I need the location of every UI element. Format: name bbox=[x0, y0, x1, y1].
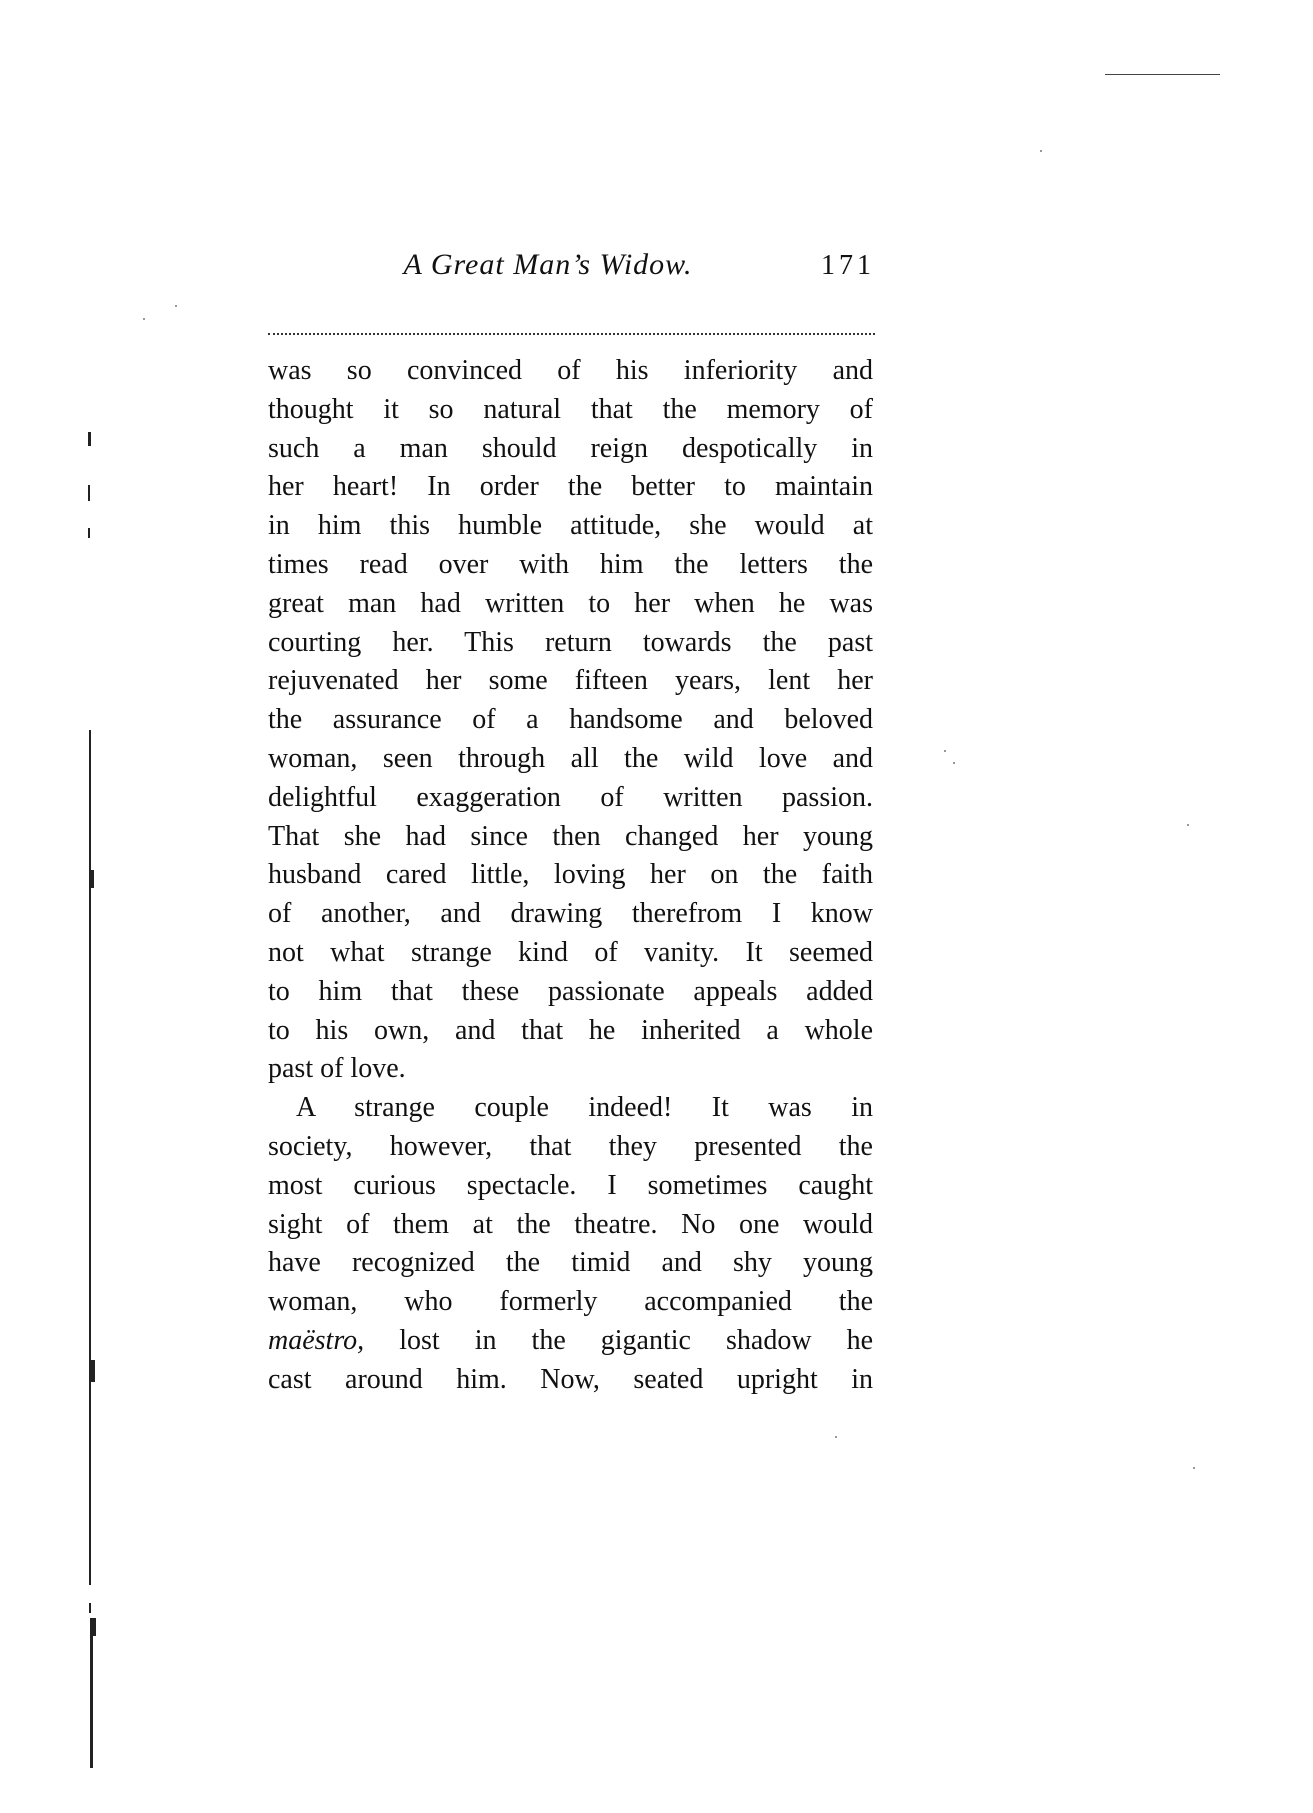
speck bbox=[1040, 150, 1042, 152]
text-line: to his own, and that he inherited a whole bbox=[268, 1014, 873, 1046]
text-line: cast around him. Now, seated upright in bbox=[268, 1363, 873, 1395]
text-line: delightful exaggeration of written passion. bbox=[268, 781, 873, 813]
speck bbox=[944, 750, 946, 752]
text-line: to him that these passionate appeals added bbox=[268, 975, 873, 1007]
gutter-mark bbox=[88, 432, 91, 446]
text-line: her heart! In order the better to maintain bbox=[268, 471, 873, 503]
text-line: times read over with him the letters the bbox=[268, 548, 873, 580]
text-line: thought it so natural that the memory of bbox=[268, 393, 873, 425]
text-line: woman, who formerly accompanied the bbox=[268, 1286, 873, 1318]
text-line: such a man should reign despotically in bbox=[268, 432, 873, 464]
text-line: of another, and drawing therefrom I know bbox=[268, 898, 873, 930]
text-line-with-italic bbox=[268, 1322, 873, 1361]
gutter-line bbox=[89, 730, 91, 1585]
scan-edge-rule bbox=[1105, 74, 1220, 75]
text-line: was so convinced of his inferiority and bbox=[268, 355, 873, 386]
gutter-mark bbox=[89, 870, 94, 888]
text-line: not what strange kind of vanity. It seemed bbox=[268, 936, 873, 968]
text-line: most curious spectacle. I sometimes caught bbox=[268, 1169, 873, 1201]
running-header bbox=[268, 248, 875, 292]
speck bbox=[835, 1436, 837, 1438]
speck bbox=[143, 318, 145, 320]
text-line: sight of them at the theatre. No one would bbox=[268, 1208, 873, 1240]
gutter-mark bbox=[88, 485, 90, 501]
text-line: great man had written to her when he was bbox=[268, 587, 873, 619]
text-line: society, however, that they presented the bbox=[268, 1130, 873, 1162]
speck bbox=[1187, 824, 1189, 826]
italic-word: maëstro, bbox=[268, 1324, 365, 1356]
gutter-mark bbox=[88, 528, 90, 538]
header-dotted-rule bbox=[268, 333, 875, 335]
speck bbox=[175, 305, 177, 307]
gutter-line bbox=[90, 1618, 93, 1768]
speck bbox=[1193, 1467, 1195, 1469]
text-line: courting her. This return towards the past bbox=[268, 626, 873, 658]
paragraph-end-line: past of love. bbox=[268, 1053, 406, 1085]
page-number: 171 bbox=[821, 250, 875, 281]
gutter-mark bbox=[90, 1618, 96, 1636]
paragraph-start-line: A strange couple indeed! It was in bbox=[296, 1092, 873, 1124]
text-line: rejuvenated her some fifteen years, lent her bbox=[268, 665, 873, 697]
text-line-rest: lost in the gigantic shadow he bbox=[399, 1324, 873, 1356]
text-line: have recognized the timid and shy young bbox=[268, 1247, 873, 1279]
running-title: A Great Man’s Widow. bbox=[403, 248, 693, 281]
text-line: woman, seen through all the wild love and bbox=[268, 742, 873, 774]
text-line: That she had since then changed her young bbox=[268, 820, 873, 852]
text-line: the assurance of a handsome and beloved bbox=[268, 704, 873, 736]
text-line: husband cared little, loving her on the faith bbox=[268, 859, 873, 891]
gutter-mark bbox=[89, 1360, 95, 1382]
body-text bbox=[268, 352, 873, 1400]
text-line: in him this humble attitude, she would at bbox=[268, 510, 873, 542]
speck bbox=[953, 762, 955, 764]
gutter-mark bbox=[89, 1603, 91, 1613]
